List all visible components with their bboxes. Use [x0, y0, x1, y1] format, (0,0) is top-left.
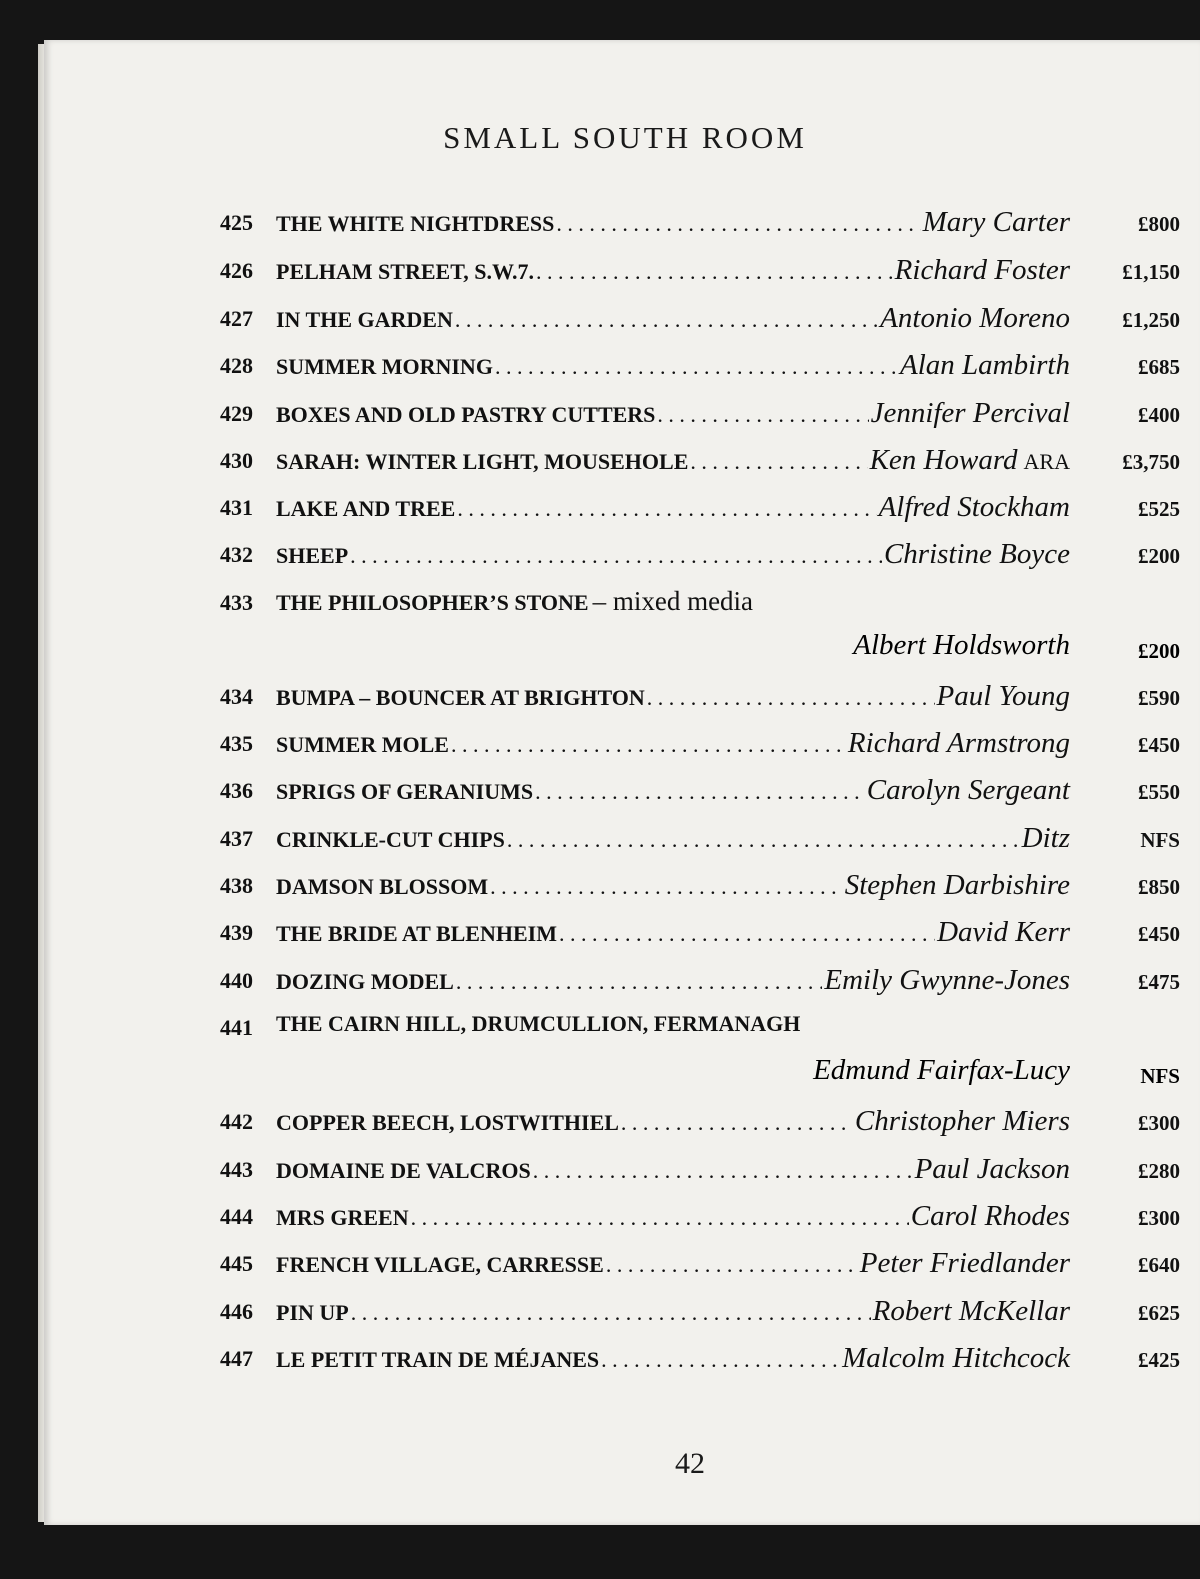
- entry-artist: Ditz: [1021, 822, 1070, 854]
- leader-dots: [621, 1110, 853, 1136]
- entry-number: 428: [220, 353, 253, 378]
- leader-dots: [556, 211, 920, 237]
- entry-number: 429: [220, 401, 253, 426]
- entry-row: [220, 958, 1180, 998]
- entry-number: 433: [220, 590, 253, 615]
- entry-row: [220, 863, 1180, 903]
- entry-title: BOXES AND OLD PASTRY CUTTERS: [276, 402, 656, 427]
- entry-price: £685: [1138, 355, 1180, 379]
- entry-price: £475: [1138, 970, 1180, 994]
- entry-artist-line: [220, 627, 1180, 667]
- entry-artist: Alfred Stockham: [878, 491, 1070, 523]
- leader-dots: [451, 732, 846, 758]
- entry-artist: Stephen Darbishire: [844, 869, 1070, 901]
- entry-artist: Paul Jackson: [914, 1153, 1070, 1185]
- entry-number: 435: [220, 731, 253, 756]
- entry-title: SUMMER MORNING: [276, 354, 493, 379]
- page-title: SMALL SOUTH ROOM: [443, 120, 807, 155]
- entry-number: 444: [220, 1204, 253, 1229]
- entry-number: 445: [220, 1251, 253, 1276]
- entry-artist-suffix: ARA: [1023, 449, 1070, 474]
- entry-title: THE CAIRN HILL, DRUMCULLION, FERMANAGH: [276, 1011, 801, 1036]
- entry-row: [220, 768, 1180, 808]
- entry-artist: Malcolm Hitchcock: [842, 1342, 1070, 1374]
- entry-price: £300: [1138, 1206, 1180, 1230]
- entry-row: [220, 1336, 1180, 1376]
- leader-dots: [606, 1252, 858, 1278]
- entry-price: £550: [1138, 780, 1180, 804]
- entry-title: COPPER BEECH, LOSTWITHIEL: [276, 1110, 619, 1135]
- entry-number: 437: [220, 826, 253, 851]
- entry-medium: – mixed media: [592, 586, 754, 616]
- entry-artist: Ken Howard: [869, 444, 1018, 476]
- entry-title: BUMPA – BOUNCER AT BRIGHTON: [276, 685, 645, 710]
- page-number: 42: [675, 1447, 705, 1480]
- entry-title: SHEEP: [276, 543, 349, 568]
- entry-number: 443: [220, 1157, 253, 1182]
- entry-artist: Richard Foster: [894, 254, 1070, 286]
- entry-artist: Edmund Fairfax-Lucy: [813, 1054, 1070, 1086]
- entry-title: THE WHITE NIGHTDRESS: [276, 211, 555, 236]
- entry-artist: Paul Young: [936, 680, 1070, 712]
- entry-price: £450: [1138, 733, 1180, 757]
- entry-artist: David Kerr: [937, 916, 1070, 948]
- entry-title: MRS GREEN: [276, 1205, 409, 1230]
- entry-artist: Alan Lambirth: [900, 349, 1070, 381]
- entry-row: [220, 1194, 1180, 1234]
- leader-dots: [536, 259, 893, 285]
- entry-price: £525: [1138, 497, 1180, 521]
- entry-price: £1,150: [1122, 260, 1180, 284]
- entry-row: [220, 1147, 1180, 1187]
- entry-number: 431: [220, 495, 253, 520]
- leader-dots: [350, 543, 882, 569]
- entry-row: [220, 674, 1180, 714]
- entry-title: IN THE GARDEN: [276, 307, 453, 332]
- entry-title: FRENCH VILLAGE, CARRESSE: [276, 1252, 604, 1277]
- leader-dots: [690, 449, 867, 475]
- entry-artist: Christine Boyce: [883, 538, 1070, 570]
- entry-artist: Peter Friedlander: [859, 1247, 1070, 1279]
- entry-number: 442: [220, 1109, 253, 1134]
- entry-price: £590: [1138, 686, 1180, 710]
- entry-title: SARAH: WINTER LIGHT, MOUSEHOLE: [276, 449, 689, 474]
- entry-title: SPRIGS OF GERANIUMS: [276, 779, 534, 804]
- leader-dots: [456, 969, 823, 995]
- entry-price: NFS: [1140, 1064, 1180, 1088]
- entry-row: [220, 1289, 1180, 1329]
- entry-number: 436: [220, 778, 253, 803]
- leader-dots: [411, 1205, 909, 1231]
- entry-price: £625: [1138, 1301, 1180, 1325]
- entry-row: [220, 296, 1180, 336]
- leader-dots: [601, 1347, 840, 1373]
- entry-price: £400: [1138, 403, 1180, 427]
- entry-title: DAMSON BLOSSOM: [276, 874, 489, 899]
- entry-title: SUMMER MOLE: [276, 732, 449, 757]
- entry-row: [220, 816, 1180, 856]
- entry-number: 446: [220, 1299, 253, 1324]
- entry-price: £3,750: [1122, 450, 1180, 474]
- entry-number: 426: [220, 258, 253, 283]
- entry-price: £200: [1138, 544, 1180, 568]
- entry-number: 434: [220, 684, 253, 709]
- entry-artist: Christopher Miers: [854, 1105, 1070, 1137]
- entry-title: DOZING MODEL: [276, 969, 454, 994]
- entry-price: £1,250: [1122, 308, 1180, 332]
- entry-price: NFS: [1140, 828, 1180, 852]
- leader-dots: [351, 1300, 871, 1326]
- leader-dots: [495, 354, 898, 380]
- entry-artist: Antonio Moreno: [880, 302, 1070, 334]
- entry-artist: Mary Carter: [922, 206, 1070, 238]
- leader-dots: [490, 874, 843, 900]
- entry-row: [220, 248, 1180, 288]
- entry-number: 438: [220, 873, 253, 898]
- entry-row: [220, 200, 1180, 240]
- entry-title: LE PETIT TRAIN DE MÉJANES: [276, 1347, 600, 1372]
- leader-dots: [457, 496, 876, 522]
- entry-artist: Carolyn Sergeant: [866, 774, 1070, 806]
- entry-number: 440: [220, 968, 253, 993]
- entry-title: PIN UP: [276, 1300, 349, 1325]
- entry-artist: Emily Gwynne-Jones: [824, 964, 1070, 996]
- entry-row: [220, 1241, 1180, 1281]
- entry-price: £450: [1138, 922, 1180, 946]
- entry-row: [220, 343, 1180, 383]
- leader-dots: [559, 921, 935, 947]
- entry-artist: Carol Rhodes: [910, 1200, 1070, 1232]
- leader-dots: [533, 1158, 913, 1184]
- entry-price: £280: [1138, 1159, 1180, 1183]
- entry-title: DOMAINE DE VALCROS: [276, 1158, 531, 1183]
- entry-row: [220, 721, 1180, 761]
- entry-price: £300: [1138, 1111, 1180, 1135]
- entry-row: [220, 1099, 1180, 1139]
- entry-row: [220, 485, 1180, 525]
- entry-row: [220, 438, 1180, 478]
- entry-row: [220, 580, 1180, 620]
- entry-title: PELHAM STREET, S.W.7.: [276, 259, 534, 284]
- entry-row: [220, 910, 1180, 950]
- entry-row: [220, 532, 1180, 572]
- leader-dots: [647, 685, 935, 711]
- entry-artist-line: [220, 1052, 1180, 1092]
- entry-price: £800: [1138, 212, 1180, 236]
- entry-number: 439: [220, 920, 253, 945]
- entry-title: LAKE AND TREE: [276, 496, 456, 521]
- entry-number: 441: [220, 1015, 253, 1040]
- entry-price: £425: [1138, 1348, 1180, 1372]
- entry-title: THE BRIDE AT BLENHEIM: [276, 921, 557, 946]
- leader-dots: [455, 307, 878, 333]
- entry-artist: Jennifer Percival: [870, 397, 1070, 429]
- entry-number: 427: [220, 306, 253, 331]
- entry-price: £200: [1138, 639, 1180, 663]
- entry-row: [220, 1005, 1180, 1045]
- entry-title: THE PHILOSOPHER’S STONE: [276, 590, 589, 615]
- leader-dots: [535, 779, 865, 805]
- entry-artist: Robert McKellar: [872, 1295, 1070, 1327]
- entry-row: [220, 391, 1180, 431]
- entry-title: CRINKLE-CUT CHIPS: [276, 827, 505, 852]
- entry-number: 447: [220, 1346, 253, 1371]
- entry-price: £640: [1138, 1253, 1180, 1277]
- entry-number: 425: [220, 210, 253, 235]
- entry-price: £850: [1138, 875, 1180, 899]
- entry-artist: Albert Holdsworth: [853, 629, 1070, 661]
- leader-dots: [657, 402, 868, 428]
- entry-number: 432: [220, 542, 253, 567]
- entry-artist: Richard Armstrong: [847, 727, 1070, 759]
- entry-number: 430: [220, 448, 253, 473]
- leader-dots: [507, 827, 1020, 853]
